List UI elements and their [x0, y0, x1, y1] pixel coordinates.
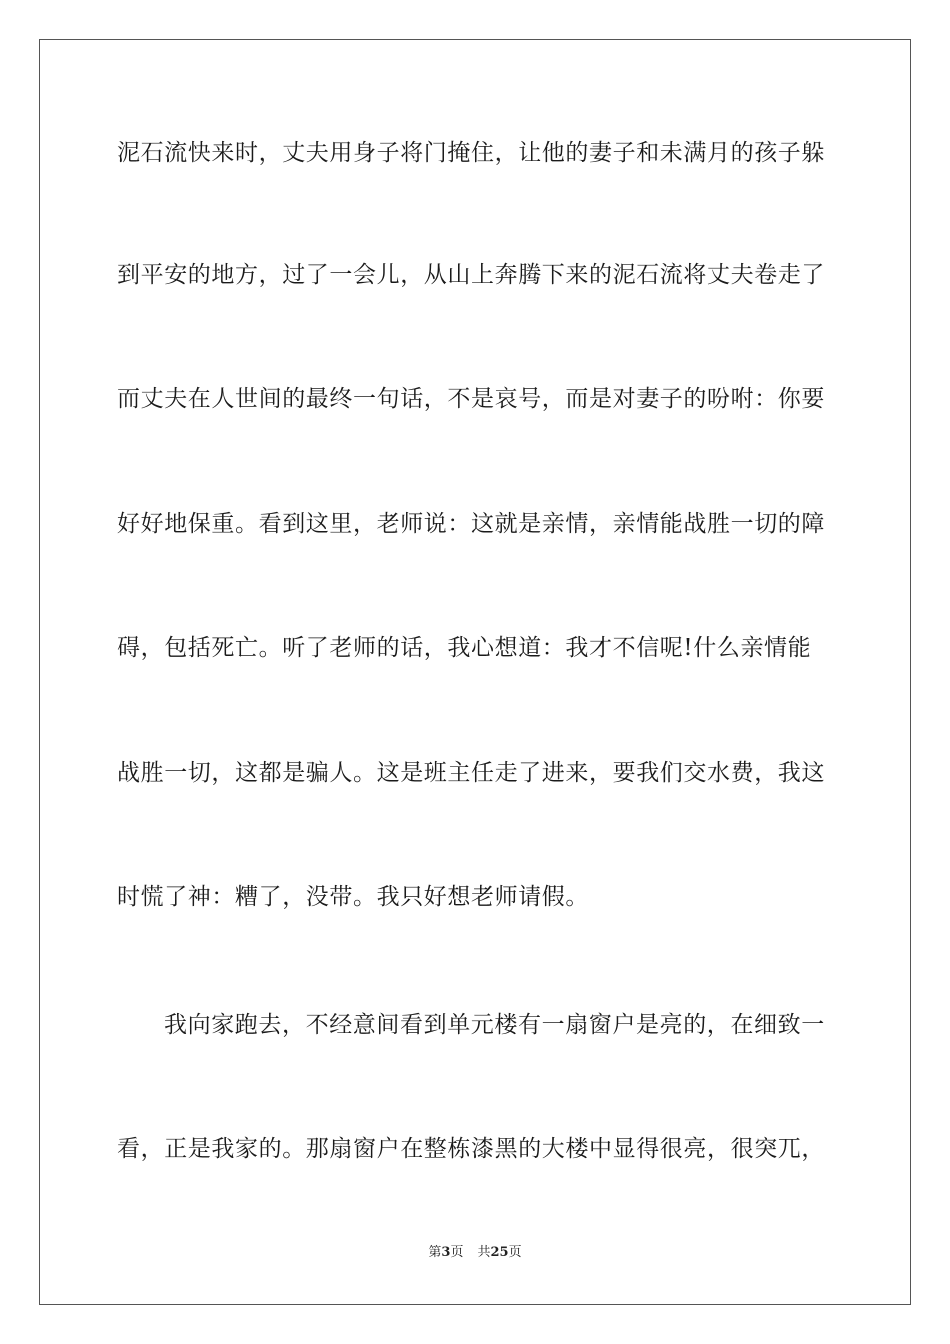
- text-line: 好好地保重。看到这里，老师说：这就是亲情，亲情能战胜一切的障: [117, 511, 825, 537]
- total-suffix: 页: [508, 1245, 522, 1260]
- text-line: 我向家跑去，不经意间看到单元楼有一扇窗户是亮的，在细致一: [164, 1012, 825, 1038]
- page-suffix: 页: [450, 1245, 464, 1260]
- total-pages: 25: [490, 1245, 509, 1260]
- text-line: 泥石流快来时，丈夫用身子将门掩住，让他的妻子和未满月的孩子躲: [117, 140, 825, 166]
- total-prefix: 共: [477, 1245, 491, 1260]
- page-number: 3: [441, 1245, 451, 1260]
- text-line: 而丈夫在人世间的最终一句话，不是哀号，而是对妻子的吩咐：你要: [117, 386, 825, 412]
- text-line: 时慌了神：糟了，没带。我只好想老师请假。: [117, 884, 589, 910]
- page-footer: [0, 1244, 950, 1262]
- text-line: 碍，包括死亡。听了老师的话，我心想道：我才不信呢!什么亲情能: [117, 635, 812, 661]
- page-prefix: 第: [428, 1245, 442, 1260]
- text-line: 看，正是我家的。那扇窗户在整栋漆黑的大楼中显得很亮，很突兀，: [117, 1136, 825, 1162]
- text-line: 战胜一切，这都是骗人。这是班主任走了进来，要我们交水费，我这: [117, 760, 825, 786]
- page-border: [39, 39, 911, 1305]
- text-line: 到平安的地方，过了一会儿，从山上奔腾下来的泥石流将丈夫卷走了: [117, 262, 825, 288]
